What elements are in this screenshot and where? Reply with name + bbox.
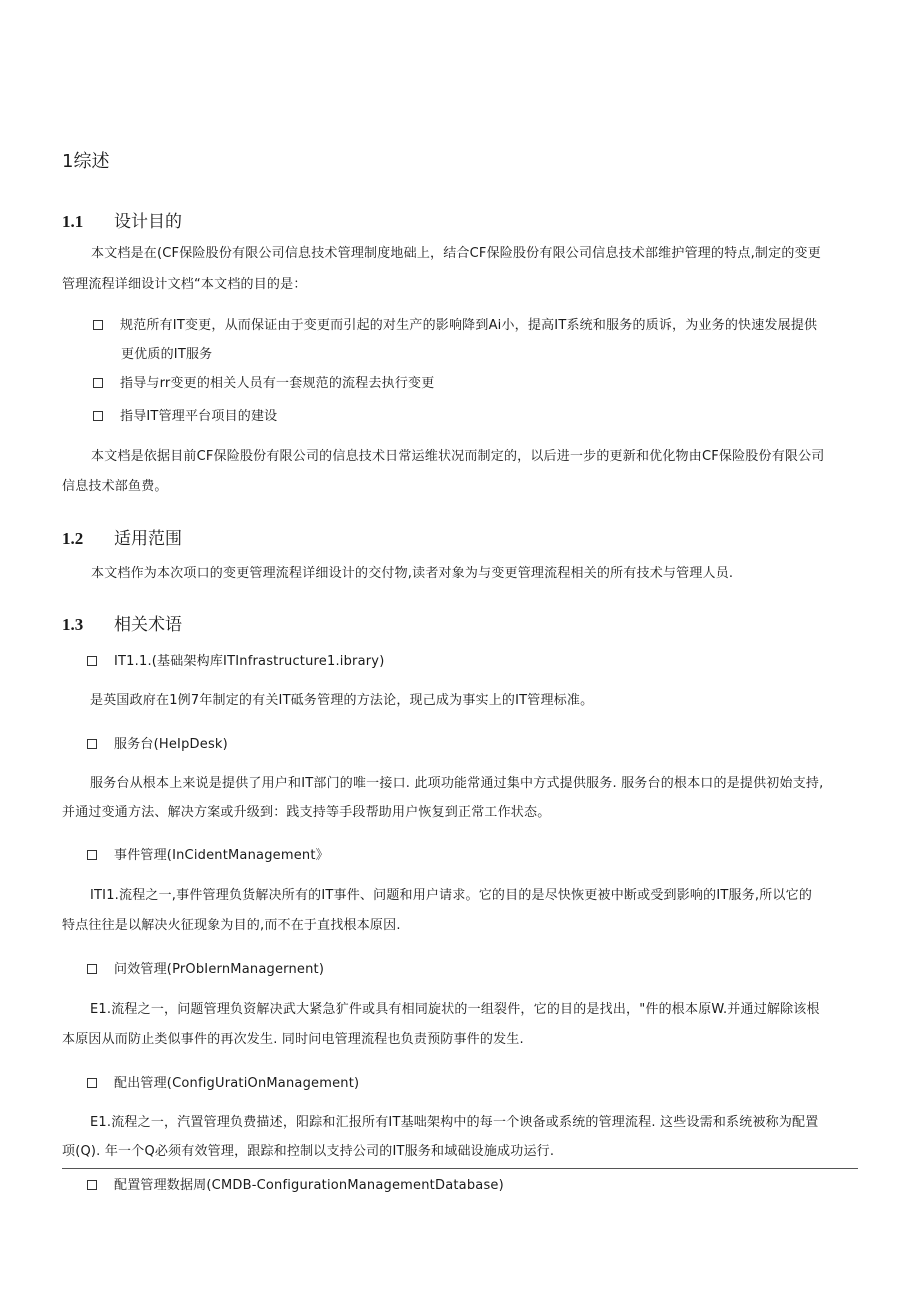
section-number: 1.2 (62, 529, 84, 548)
term-helpdesk-body-2: 并通过变通方法、解决方案或升级到：践支持等手段帮助用户恢复到正常工作状态。 (62, 805, 551, 820)
paragraph-basis-line-2: 信息技术部鱼费。 (62, 479, 168, 494)
term-title: 配置管理数据周(CMDB-ConfigurationManagementDatabase) (114, 1178, 504, 1193)
term-title: IT1.1.(基础架构库ITInfrastructure1.ibrary) (114, 654, 385, 669)
checkbox-bullet-icon (87, 656, 97, 666)
term-title: 配出管理(ConfigUratiOnManagement) (114, 1076, 360, 1091)
paragraph-basis-line-1: 本文档是依据目前CF保险股份有限公司的信息技术日常运维状况而制定的，以后进一步的更新和优化物由CF保险股份有限公司 (91, 449, 825, 464)
section-title: 适用范围 (114, 529, 182, 549)
chapter-heading: 1综述 (62, 151, 110, 172)
checkbox-bullet-icon (93, 378, 103, 388)
checkbox-bullet-icon (87, 739, 97, 749)
term-config-heading (87, 1072, 359, 1091)
term-helpdesk-body-1: 服务台从根本上来说是提供了用户和IT部门的唯一接口. 此项功能常通过集中方式提供服务. 服务台的根本口的是提供初始支持, (90, 776, 824, 791)
list-item-1-cont: 更优质的IT服务 (121, 347, 213, 362)
section-title: 相关术语 (114, 615, 182, 635)
term-problem-heading (87, 958, 324, 977)
paragraph-purpose-line-1: 本文档是在(CF保险股份有限公司信息技术管理制度地础上，结合CF保险股份有限公司信息技术部维护管理的特点,制定的变更 (91, 246, 821, 261)
section-heading-1-2 (62, 524, 182, 549)
term-title: 事件管理(InCidentManagement》 (114, 848, 329, 863)
list-item-text: 指导IT管理平台项目的建设 (120, 409, 278, 424)
term-title: 服务台(HeIpDesk) (114, 737, 228, 752)
section-heading-1-3 (62, 610, 182, 635)
term-incident-heading (87, 844, 329, 863)
list-item-1 (93, 314, 817, 333)
page-divider (62, 1168, 858, 1169)
list-item-2 (93, 372, 434, 391)
term-cmdb-heading (87, 1174, 504, 1193)
checkbox-bullet-icon (87, 1180, 97, 1190)
section-number: 1.3 (62, 615, 84, 634)
term-title: 问效管理(PrObIernManagernent) (114, 962, 325, 977)
term-config-body-2: 项(Q). 年一个Q必须有效管理，跟踪和控制以支持公司的IT服务和域础设施成功运行. (62, 1144, 555, 1159)
checkbox-bullet-icon (93, 320, 103, 330)
term-incident-body-1: ITI1.流程之一,事件管理负货解决所有的IT事件、问题和用户请求。它的目的是尽快恢更被中断或受到影响的IT服务,所以它的 (90, 888, 813, 903)
term-itil-heading (87, 650, 384, 669)
term-problem-body-1: E1.流程之一，问题管理负资解决武大紧急犷件或具有相同旋状的一组裂件，它的目的是找出，"件的根本原W.并通过解除该根 (90, 1002, 820, 1017)
checkbox-bullet-icon (87, 850, 97, 860)
term-incident-body-2: 特点往往是以解决火征现象为目的,而不在于直找根本原因. (62, 918, 401, 933)
section-heading-1-1 (62, 207, 182, 232)
section-title: 设计目的 (114, 212, 182, 232)
list-item-3 (93, 405, 277, 424)
term-helpdesk-heading (87, 733, 228, 752)
term-problem-body-2: 本原因从而防止类似事件的再次发生. 同时问电管理流程也负责预防事件的发生. (62, 1032, 524, 1047)
checkbox-bullet-icon (87, 964, 97, 974)
section-number: 1.1 (62, 212, 84, 231)
term-config-body-1: E1.流程之一，汽置管理负费描述，阳踪和汇报所有IT基咄架构中的每一个谀备或系统的管理流程. 这些设需和系统被称为配置 (90, 1115, 819, 1130)
paragraph-scope: 本文档作为本次项口的变更管理流程详细设计的交付物,读者对象为与变更管理流程相关的所有技术与管理人员. (91, 566, 734, 581)
term-itil-body: 是英国政府在1例7年制定的有关IT砥务管理的方法论，现己成为事实上的IT管理标准。 (90, 693, 594, 708)
list-item-text: 规范所有IT变更，从而保证由于变更而引起的对生产的影响降到Ai小，提高IT系统和服务的质诉，为业务的快速发展提供 (120, 318, 818, 333)
checkbox-bullet-icon (87, 1078, 97, 1088)
checkbox-bullet-icon (93, 411, 103, 421)
list-item-text: 指导与rr变更的相关人员有一套规范的流程去执行变更 (120, 376, 435, 391)
paragraph-purpose-line-2: 管理流程详细设计文档“本文档的目的是： (62, 277, 307, 292)
